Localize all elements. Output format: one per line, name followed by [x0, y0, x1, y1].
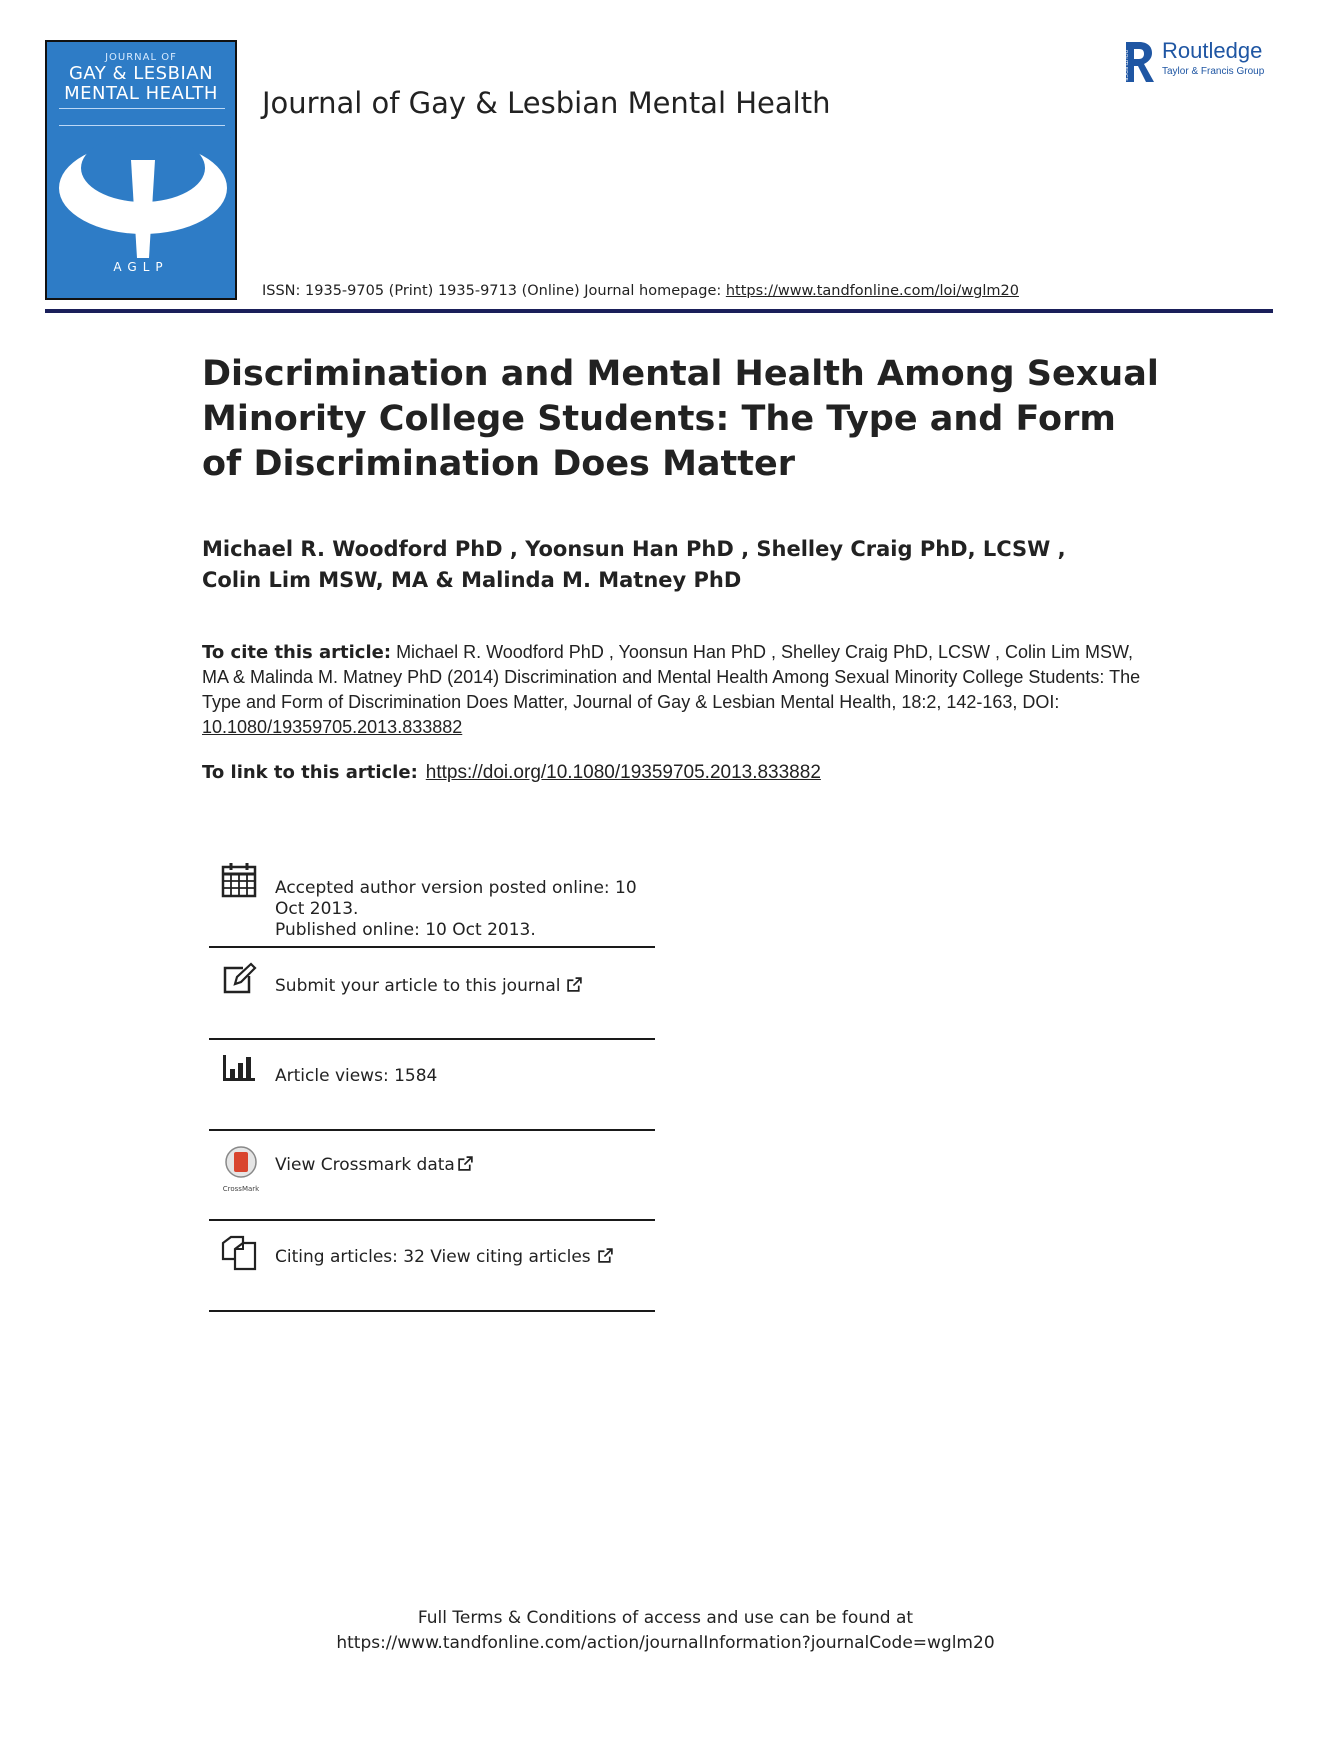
journal-title: Journal of Gay & Lesbian Mental Health — [262, 86, 831, 120]
issn-line — [262, 283, 1019, 299]
accepted-date: Accepted author version posted online: 10 Oct 2013. — [275, 878, 637, 919]
submit-article-link[interactable] — [275, 976, 583, 997]
cover-line-1: JOURNAL OF — [105, 52, 177, 63]
calendar-icon — [221, 862, 257, 898]
cover-line-3: MENTAL HEALTH — [64, 83, 218, 104]
external-link-icon — [597, 1247, 614, 1264]
header-rule — [45, 309, 1273, 313]
brand-vertical-text: ROUTLEDGE — [1122, 50, 1128, 81]
page-footer — [0, 1606, 1331, 1656]
publisher-logo — [1122, 36, 1282, 86]
cite-text: Michael R. Woodford PhD , Yoonsun Han PhD , Shelley Craig PhD, LCSW , Colin Lim MSW, MA & Malinda M. Matney PhD (2014) Discrimination and Mental Health Among Sexual Minority College Students: The Type and Form of Discrimination Does Matter, Journal of Gay & Lesbian Mental Health, 18:2, 142-163, DOI: — [202, 642, 1141, 712]
publication-dates-row — [209, 862, 655, 948]
citing-articles-row[interactable] — [209, 1221, 655, 1312]
bar-chart-icon — [221, 1053, 257, 1083]
crossmark-row[interactable] — [209, 1131, 655, 1221]
cover-title — [47, 64, 235, 104]
edit-icon — [221, 962, 257, 996]
published-date: Published online: 10 Oct 2013. — [275, 920, 536, 940]
footer-terms-link[interactable]: https://www.tandfonline.com/action/journalInformation?journalCode=wglm20 — [336, 1633, 995, 1653]
brand-name: Routledge — [1162, 38, 1263, 63]
submit-article-label: Submit your article to this journal — [275, 976, 561, 996]
article-title: Discrimination and Mental Health Among Sexual Minority College Students: The Type and Form of Discrimination Does Matter — [202, 354, 1159, 484]
link-label: To link to this article: — [202, 762, 418, 783]
documents-icon — [221, 1235, 259, 1271]
authors-line-2: Colin Lim MSW, MA & Malinda M. Matney PhD — [202, 568, 742, 592]
citation-block — [202, 640, 1162, 740]
citing-articles-label: Citing articles: 32 View citing articles — [275, 1247, 591, 1267]
brand-subtitle: Taylor & Francis Group — [1162, 66, 1265, 77]
citing-articles-link[interactable] — [275, 1247, 614, 1268]
journal-cover — [45, 40, 237, 300]
crossmark-label: View Crossmark data — [275, 1155, 455, 1175]
cover-subtitle-band — [59, 108, 225, 126]
article-views-row — [209, 1040, 655, 1131]
cite-label: To cite this article: — [202, 642, 392, 663]
journal-homepage-link[interactable]: https://www.tandfonline.com/loi/wglm20 — [725, 283, 1019, 299]
routledge-r-icon — [1122, 40, 1156, 84]
crossmark-link[interactable] — [275, 1155, 474, 1176]
crossmark-icon-label: CrossMark — [222, 1185, 260, 1193]
cover-psi-icon — [47, 130, 237, 260]
cover-publisher-mark: AGLP — [113, 260, 169, 274]
authors-line-1: Michael R. Woodford PhD , Yoonsun Han PhD , Shelley Craig PhD, LCSW , — [202, 537, 1066, 561]
author-list — [202, 534, 1162, 596]
crossmark-icon — [221, 1145, 261, 1191]
article-info-panel — [209, 862, 655, 1312]
article-views: Article views: 1584 — [275, 1066, 438, 1086]
footer-terms-text: Full Terms & Conditions of access and use can be found at — [417, 1608, 914, 1628]
cite-doi-link[interactable]: 10.1080/19359705.2013.833882 — [202, 717, 463, 737]
external-link-icon — [566, 976, 583, 993]
article-link-line — [202, 762, 821, 784]
dates-text — [275, 878, 645, 941]
article-doi-link[interactable]: https://doi.org/10.1080/19359705.2013.833882 — [425, 762, 821, 783]
cover-line-2: GAY & LESBIAN — [68, 63, 214, 84]
issn-text: ISSN: 1935-9705 (Print) 1935-9713 (Online) Journal homepage: — [262, 283, 726, 299]
external-link-icon — [457, 1155, 474, 1172]
submit-article-row[interactable] — [209, 948, 655, 1040]
